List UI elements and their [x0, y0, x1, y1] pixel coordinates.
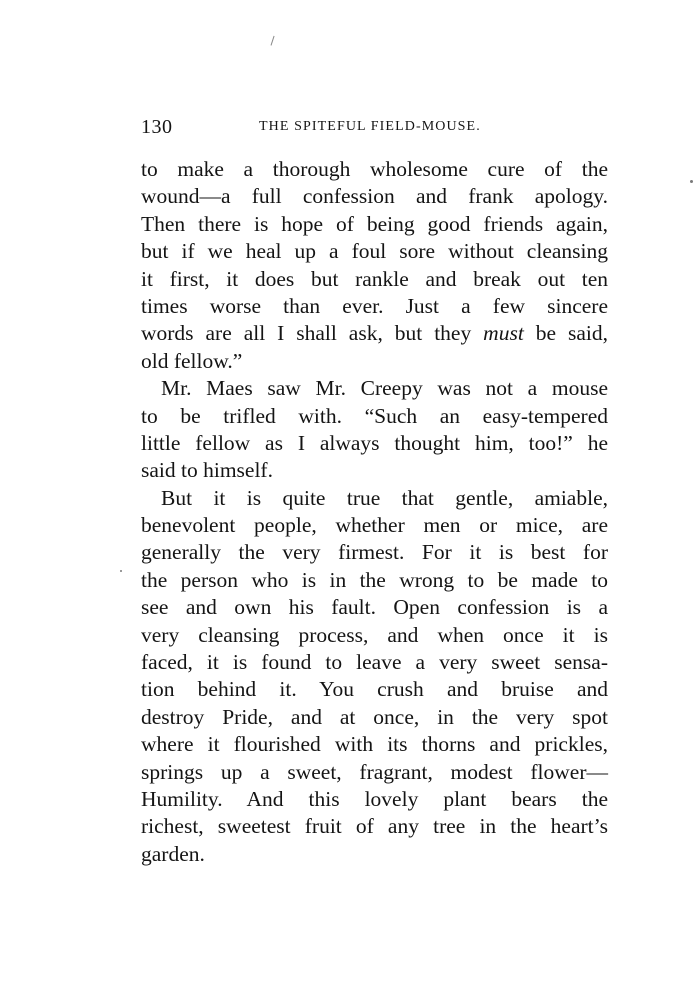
text-line: generally the very firmest. For it is best for	[141, 540, 608, 565]
text-line: But it is quite true that gentle, amiable,	[161, 485, 608, 510]
text-line: little fellow as I always thought him, too!” he	[141, 430, 608, 455]
paper-speck	[120, 570, 122, 572]
text-line: wound—a full confession and frank apology.	[141, 184, 608, 209]
text-line: to be trifled with. “Such an easy-tempered	[141, 403, 608, 428]
text-line: springs up a sweet, fragrant, modest flower—	[141, 759, 608, 784]
line-segment: words are all I shall ask, but they	[141, 321, 484, 346]
text-line-last: old fellow.”	[141, 348, 243, 373]
text-line-last: said to himself.	[141, 458, 273, 483]
paragraph	[141, 156, 608, 375]
text-line: faced, it is found to leave a very sweet sensa-	[141, 650, 608, 675]
text-line-last: garden.	[141, 841, 205, 866]
text-line: richest, sweetest fruit of any tree in the heart’s	[141, 814, 608, 839]
text-line: Then there is hope of being good friends again,	[141, 211, 608, 236]
paragraph	[141, 485, 608, 868]
text-line: but if we heal up a foul sore without cleansing	[141, 239, 608, 264]
text-line: Mr. Maes saw Mr. Creepy was not a mouse	[161, 376, 608, 401]
text-line	[141, 320, 608, 347]
text-line: times worse than ever. Just a few sincere	[141, 293, 608, 318]
text-line: see and own his fault. Open confession is a	[141, 595, 608, 620]
text-line: to make a thorough wholesome cure of the	[141, 157, 608, 181]
page-number: 130	[141, 116, 173, 138]
text-line: where it flourished with its thorns and prickles,	[141, 732, 608, 757]
text-line: destroy Pride, and at once, in the very spot	[141, 704, 608, 729]
paper-speck	[690, 180, 693, 183]
page-header	[141, 116, 611, 142]
text-line: it first, it does but rankle and break out ten	[141, 266, 608, 291]
body-text	[141, 156, 608, 868]
italic-emphasis: must	[483, 321, 524, 346]
text-line: benevolent people, whether men or mice, are	[141, 513, 608, 538]
text-line: Humility. And this lovely plant bears the	[141, 786, 608, 811]
stray-pen-mark	[271, 36, 277, 46]
text-line: very cleansing process, and when once it is	[141, 622, 608, 647]
paragraph	[141, 375, 608, 485]
running-head: THE SPITEFUL FIELD-MOUSE.	[259, 119, 481, 134]
text-line: the person who is in the wrong to be made to	[141, 567, 608, 592]
text-line: tion behind it. You crush and bruise and	[141, 677, 608, 702]
line-segment: be said,	[523, 321, 608, 346]
